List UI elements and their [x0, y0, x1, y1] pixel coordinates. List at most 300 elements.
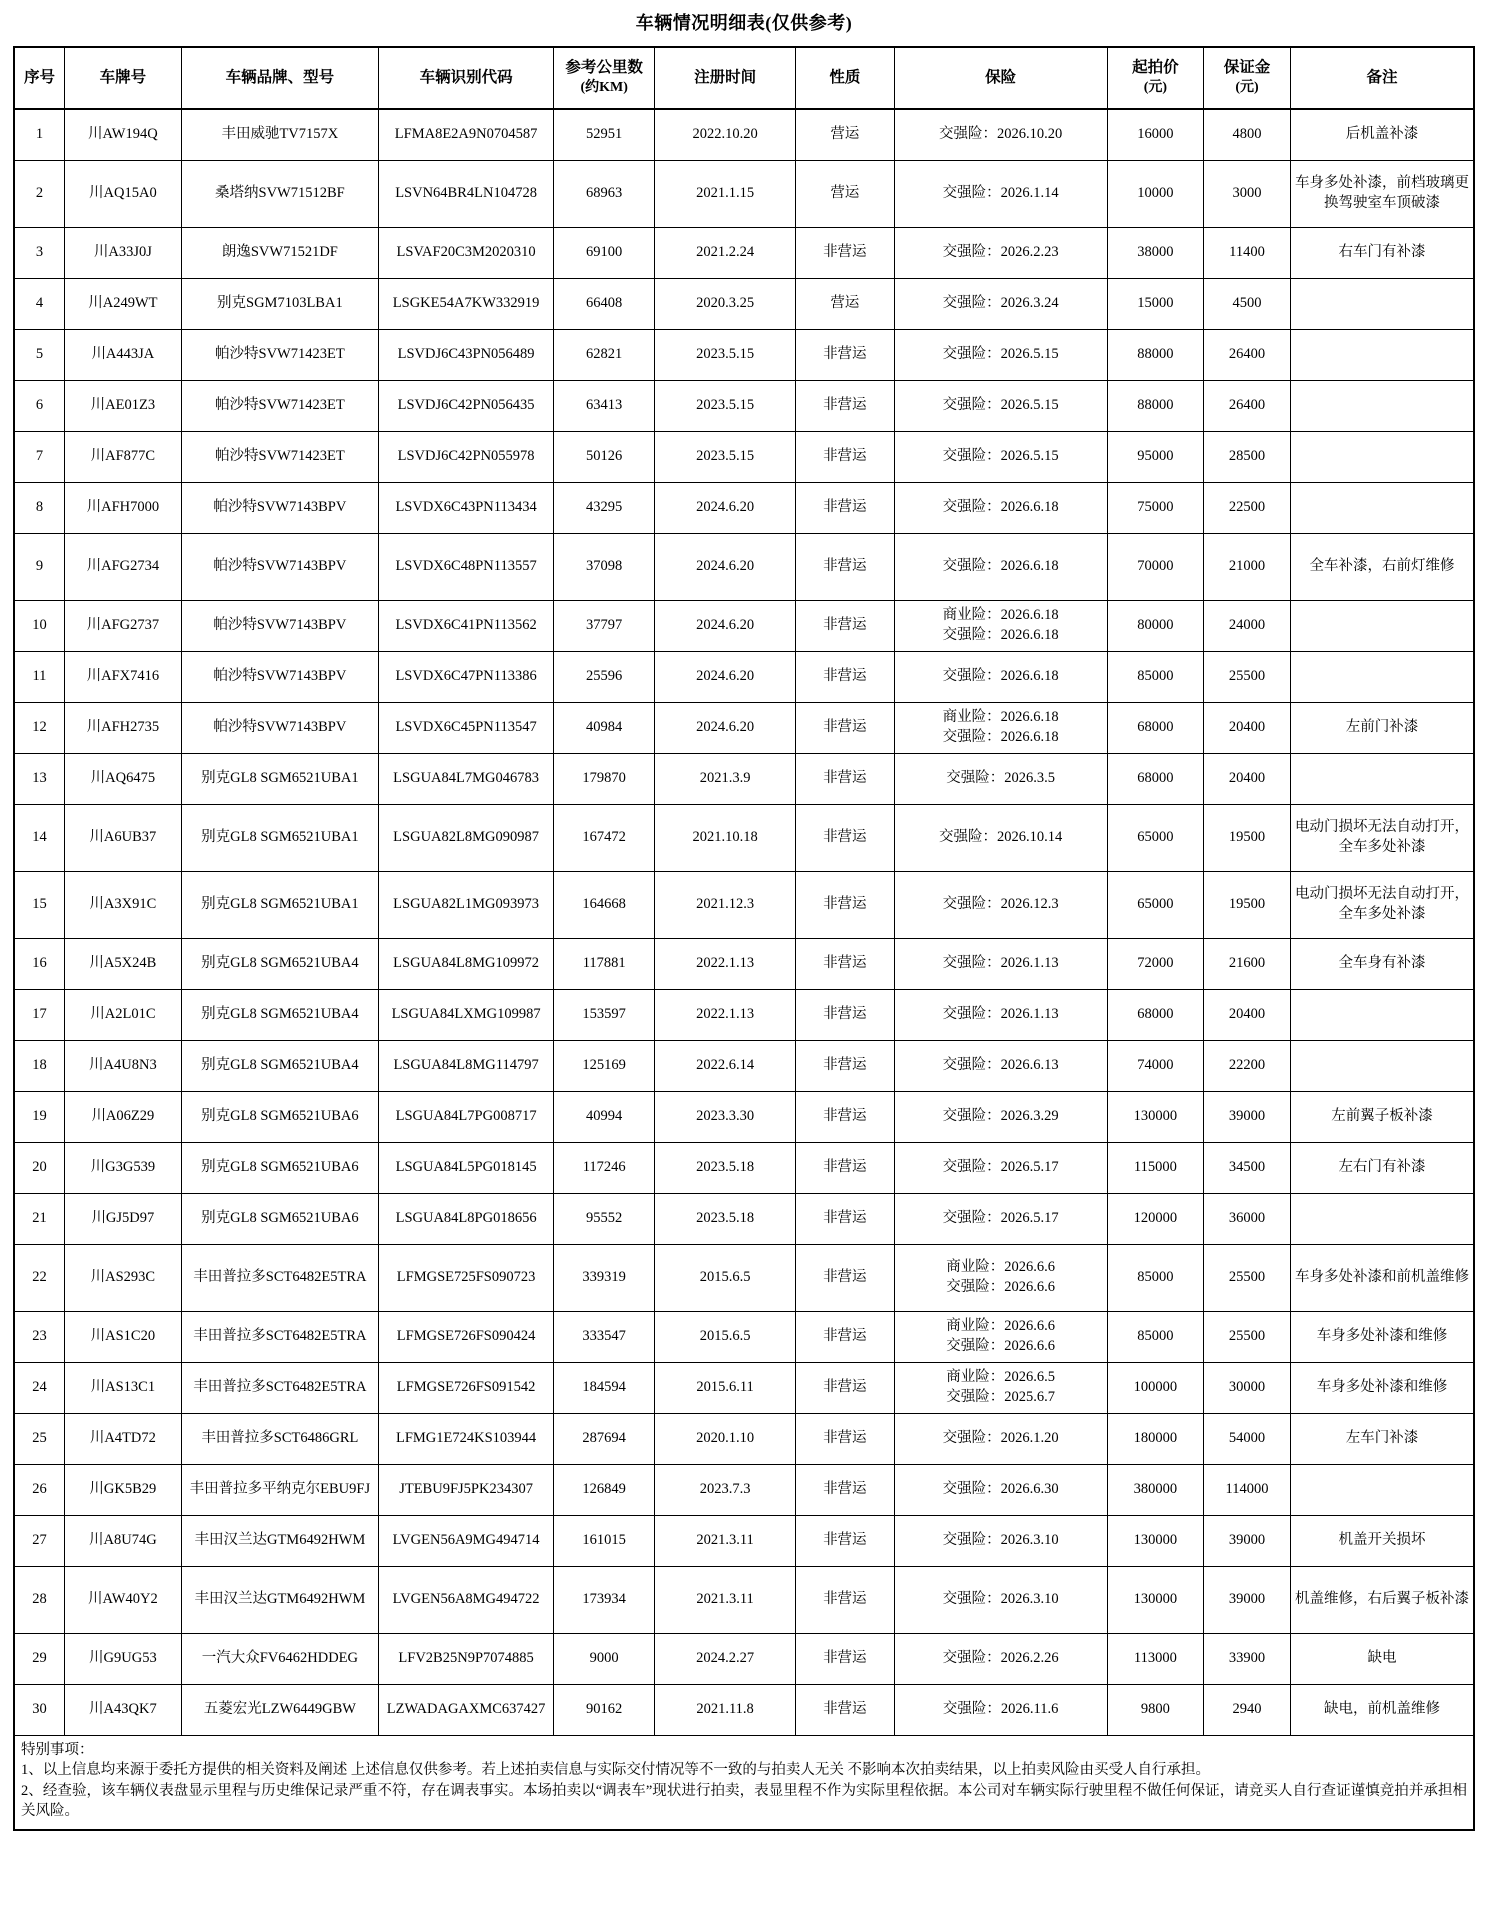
- cell-vin: LSVN64BR4LN104728: [378, 160, 553, 227]
- column-header-kilometers-main: 参考公里数: [565, 59, 643, 77]
- cell-plate-number: 川G3G539: [64, 1142, 181, 1193]
- cell-plate-number: 川AFG2734: [64, 533, 181, 600]
- cell-plate-number: 川A43QK7: [64, 1684, 181, 1735]
- cell-deposit: 21600: [1203, 938, 1290, 989]
- cell-deposit: 39000: [1203, 1566, 1290, 1633]
- cell-start-price: 113000: [1107, 1633, 1203, 1684]
- cell-register-date: 2024.6.20: [655, 600, 796, 651]
- insurance-line: 商业险：2026.6.6: [946, 1258, 1056, 1275]
- cell-vin: LSGUA84L8MG109972: [378, 938, 553, 989]
- cell-nature: 非营运: [796, 482, 895, 533]
- cell-plate-number: 川AFH7000: [64, 482, 181, 533]
- table-row: [14, 1244, 1474, 1311]
- cell-plate-number: 川A06Z29: [64, 1091, 181, 1142]
- cell-insurance: [894, 753, 1107, 804]
- cell-nature: 非营运: [796, 533, 895, 600]
- cell-remark: 车身多处补漆和维修: [1291, 1311, 1474, 1362]
- cell-brand-model: 别克GL8 SGM6521UBA1: [181, 804, 378, 871]
- table-row: [14, 160, 1474, 227]
- cell-plate-number: 川A2L01C: [64, 989, 181, 1040]
- cell-insurance: [894, 702, 1107, 753]
- cell-nature: 非营运: [796, 227, 895, 278]
- cell-insurance: [894, 109, 1107, 160]
- cell-seq: 14: [14, 804, 64, 871]
- cell-remark: [1291, 600, 1474, 651]
- cell-insurance: [894, 1464, 1107, 1515]
- table-row: [14, 1515, 1474, 1566]
- cell-brand-model: 别克GL8 SGM6521UBA4: [181, 1040, 378, 1091]
- cell-brand-model: 丰田汉兰达GTM6492HWM: [181, 1515, 378, 1566]
- cell-deposit: 54000: [1203, 1413, 1290, 1464]
- table-row: [14, 753, 1474, 804]
- cell-register-date: 2024.6.20: [655, 702, 796, 753]
- special-note-item: 2、经查验，该车辆仪表盘显示里程与历史维保记录严重不符，存在调表事实。本场拍卖以“调表车”现状进行拍卖，表显里程不作为实际里程依据。本公司对车辆实际行驶里程不做任何保证，请竞买人自行查证谨慎竞拍并承担相关风险。: [21, 1782, 1467, 1820]
- table-row: [14, 278, 1474, 329]
- cell-deposit: 34500: [1203, 1142, 1290, 1193]
- special-notes-title: 特别事项：: [21, 1741, 94, 1758]
- cell-vin: LSGUA84L7PG008717: [378, 1091, 553, 1142]
- cell-vin: LSVDX6C43PN113434: [378, 482, 553, 533]
- cell-seq: 17: [14, 989, 64, 1040]
- insurance-line: 交强险：2026.1.13: [942, 954, 1059, 971]
- cell-insurance: [894, 1244, 1107, 1311]
- cell-register-date: 2023.5.18: [655, 1142, 796, 1193]
- cell-nature: 非营运: [796, 380, 895, 431]
- cell-deposit: 19500: [1203, 804, 1290, 871]
- cell-seq: 24: [14, 1362, 64, 1413]
- cell-start-price: 85000: [1107, 651, 1203, 702]
- column-header-seq: 序号: [14, 47, 64, 109]
- table-row: [14, 871, 1474, 938]
- cell-kilometers: 125169: [554, 1040, 655, 1091]
- cell-register-date: 2021.1.15: [655, 160, 796, 227]
- cell-vin: LSVDJ6C42PN056435: [378, 380, 553, 431]
- cell-seq: 22: [14, 1244, 64, 1311]
- cell-remark: 机盖维修，右后翼子板补漆: [1291, 1566, 1474, 1633]
- cell-kilometers: 161015: [554, 1515, 655, 1566]
- cell-remark: 左前翼子板补漆: [1291, 1091, 1474, 1142]
- cell-remark: 车身多处补漆和维修: [1291, 1362, 1474, 1413]
- cell-plate-number: 川A4TD72: [64, 1413, 181, 1464]
- cell-seq: 3: [14, 227, 64, 278]
- cell-start-price: 380000: [1107, 1464, 1203, 1515]
- cell-deposit: 4800: [1203, 109, 1290, 160]
- cell-start-price: 74000: [1107, 1040, 1203, 1091]
- table-row: [14, 1464, 1474, 1515]
- cell-kilometers: 52951: [554, 109, 655, 160]
- cell-seq: 28: [14, 1566, 64, 1633]
- cell-vin: LSGUA84L5PG018145: [378, 1142, 553, 1193]
- cell-nature: 非营运: [796, 1515, 895, 1566]
- cell-nature: 非营运: [796, 1244, 895, 1311]
- cell-plate-number: 川AS293C: [64, 1244, 181, 1311]
- cell-kilometers: 117881: [554, 938, 655, 989]
- cell-remark: 电动门损坏无法自动打开，全车多处补漆: [1291, 871, 1474, 938]
- cell-nature: 非营运: [796, 1193, 895, 1244]
- cell-start-price: 70000: [1107, 533, 1203, 600]
- special-notes: [13, 1736, 1475, 1831]
- cell-kilometers: 50126: [554, 431, 655, 482]
- cell-vin: LSVDJ6C42PN055978: [378, 431, 553, 482]
- insurance-line: 交强险：2026.12.3: [942, 895, 1059, 912]
- table-row: [14, 989, 1474, 1040]
- cell-brand-model: 帕沙特SVW7143BPV: [181, 651, 378, 702]
- special-note-item: 1、以上信息均来源于委托方提供的相关资料及阐述 上述信息仅供参考。若上述拍卖信息与实际交付情况等不一致的与拍卖人无关 不影响本次拍卖结果，以上拍卖风险由买受人自行承担。: [21, 1762, 1210, 1779]
- cell-start-price: 68000: [1107, 753, 1203, 804]
- cell-kilometers: 117246: [554, 1142, 655, 1193]
- cell-nature: 非营运: [796, 804, 895, 871]
- cell-register-date: 2024.2.27: [655, 1633, 796, 1684]
- cell-vin: LSGUA84L8MG114797: [378, 1040, 553, 1091]
- cell-plate-number: 川AE01Z3: [64, 380, 181, 431]
- cell-insurance: [894, 600, 1107, 651]
- cell-plate-number: 川AFX7416: [64, 651, 181, 702]
- cell-start-price: 68000: [1107, 989, 1203, 1040]
- cell-insurance: [894, 989, 1107, 1040]
- cell-seq: 11: [14, 651, 64, 702]
- cell-brand-model: 丰田威驰TV7157X: [181, 109, 378, 160]
- cell-start-price: 85000: [1107, 1244, 1203, 1311]
- cell-kilometers: 37098: [554, 533, 655, 600]
- cell-brand-model: 别克GL8 SGM6521UBA6: [181, 1091, 378, 1142]
- cell-start-price: 38000: [1107, 227, 1203, 278]
- cell-insurance: [894, 1091, 1107, 1142]
- table-row: [14, 380, 1474, 431]
- column-header-model: 车辆品牌、型号: [181, 47, 378, 109]
- cell-deposit: 11400: [1203, 227, 1290, 278]
- cell-register-date: 2021.11.8: [655, 1684, 796, 1735]
- column-header-kilometers: [554, 47, 655, 109]
- cell-brand-model: 帕沙特SVW7143BPV: [181, 702, 378, 753]
- cell-seq: 5: [14, 329, 64, 380]
- cell-deposit: 33900: [1203, 1633, 1290, 1684]
- cell-kilometers: 66408: [554, 278, 655, 329]
- table-row: [14, 702, 1474, 753]
- cell-vin: LSVAF20C3M2020310: [378, 227, 553, 278]
- cell-vin: LSVDX6C48PN113557: [378, 533, 553, 600]
- cell-kilometers: 95552: [554, 1193, 655, 1244]
- cell-insurance: [894, 1515, 1107, 1566]
- cell-seq: 9: [14, 533, 64, 600]
- cell-brand-model: 别克GL8 SGM6521UBA4: [181, 938, 378, 989]
- cell-kilometers: 167472: [554, 804, 655, 871]
- cell-seq: 25: [14, 1413, 64, 1464]
- cell-nature: 非营运: [796, 702, 895, 753]
- cell-vin: LFV2B25N9P7074885: [378, 1633, 553, 1684]
- cell-register-date: 2022.1.13: [655, 989, 796, 1040]
- cell-kilometers: 9000: [554, 1633, 655, 1684]
- cell-brand-model: 帕沙特SVW71423ET: [181, 431, 378, 482]
- cell-remark: 车身多处补漆，前档玻璃更换驾驶室车顶破漆: [1291, 160, 1474, 227]
- cell-start-price: 115000: [1107, 1142, 1203, 1193]
- cell-deposit: 20400: [1203, 989, 1290, 1040]
- insurance-line: 交强险：2026.1.20: [942, 1429, 1059, 1446]
- cell-brand-model: 帕沙特SVW7143BPV: [181, 533, 378, 600]
- cell-nature: 非营运: [796, 938, 895, 989]
- insurance-line: 交强险：2026.3.29: [942, 1107, 1059, 1124]
- cell-brand-model: 帕沙特SVW71423ET: [181, 380, 378, 431]
- cell-register-date: 2015.6.5: [655, 1244, 796, 1311]
- cell-remark: [1291, 329, 1474, 380]
- cell-seq: 1: [14, 109, 64, 160]
- cell-brand-model: 丰田汉兰达GTM6492HWM: [181, 1566, 378, 1633]
- cell-kilometers: 179870: [554, 753, 655, 804]
- cell-vin: LSGUA84L8PG018656: [378, 1193, 553, 1244]
- cell-vin: LVGEN56A8MG494722: [378, 1566, 553, 1633]
- cell-brand-model: 别克GL8 SGM6521UBA1: [181, 753, 378, 804]
- cell-kilometers: 37797: [554, 600, 655, 651]
- cell-seq: 2: [14, 160, 64, 227]
- cell-start-price: 80000: [1107, 600, 1203, 651]
- cell-kilometers: 43295: [554, 482, 655, 533]
- cell-register-date: 2020.1.10: [655, 1413, 796, 1464]
- cell-plate-number: 川A8U74G: [64, 1515, 181, 1566]
- cell-register-date: 2021.10.18: [655, 804, 796, 871]
- cell-kilometers: 40984: [554, 702, 655, 753]
- table-row: [14, 804, 1474, 871]
- cell-insurance: [894, 329, 1107, 380]
- cell-seq: 30: [14, 1684, 64, 1735]
- cell-insurance: [894, 1413, 1107, 1464]
- cell-remark: 全车身有补漆: [1291, 938, 1474, 989]
- cell-deposit: 20400: [1203, 702, 1290, 753]
- cell-remark: 缺电: [1291, 1633, 1474, 1684]
- column-header-start-price-unit: (元): [1143, 80, 1168, 96]
- cell-insurance: [894, 651, 1107, 702]
- cell-plate-number: 川GK5B29: [64, 1464, 181, 1515]
- cell-insurance: [894, 533, 1107, 600]
- insurance-line: 交强险：2025.6.7: [946, 1388, 1056, 1405]
- cell-insurance: [894, 1193, 1107, 1244]
- cell-deposit: 22500: [1203, 482, 1290, 533]
- cell-seq: 4: [14, 278, 64, 329]
- cell-start-price: 130000: [1107, 1566, 1203, 1633]
- cell-nature: 营运: [796, 278, 895, 329]
- cell-start-price: 100000: [1107, 1362, 1203, 1413]
- cell-nature: 营运: [796, 109, 895, 160]
- cell-register-date: 2021.3.11: [655, 1515, 796, 1566]
- cell-plate-number: 川AFH2735: [64, 702, 181, 753]
- table-row: [14, 1633, 1474, 1684]
- insurance-line: 交强险：2026.3.5: [946, 769, 1056, 786]
- cell-vin: LFMGSE726FS091542: [378, 1362, 553, 1413]
- insurance-line: 交强险：2026.6.18: [942, 626, 1059, 643]
- cell-remark: [1291, 380, 1474, 431]
- cell-register-date: 2023.5.15: [655, 431, 796, 482]
- cell-nature: 非营运: [796, 1311, 895, 1362]
- cell-deposit: 22200: [1203, 1040, 1290, 1091]
- cell-insurance: [894, 380, 1107, 431]
- insurance-line: 交强险：2026.2.26: [942, 1649, 1059, 1666]
- cell-remark: [1291, 1193, 1474, 1244]
- cell-vin: LFMGSE725FS090723: [378, 1244, 553, 1311]
- cell-nature: 非营运: [796, 1684, 895, 1735]
- cell-start-price: 85000: [1107, 1311, 1203, 1362]
- cell-plate-number: 川AW40Y2: [64, 1566, 181, 1633]
- cell-plate-number: 川A443JA: [64, 329, 181, 380]
- table-row: [14, 600, 1474, 651]
- cell-brand-model: 帕沙特SVW7143BPV: [181, 600, 378, 651]
- cell-seq: 20: [14, 1142, 64, 1193]
- cell-deposit: 20400: [1203, 753, 1290, 804]
- cell-remark: [1291, 278, 1474, 329]
- cell-start-price: 88000: [1107, 380, 1203, 431]
- cell-remark: 右车门有补漆: [1291, 227, 1474, 278]
- cell-remark: [1291, 482, 1474, 533]
- cell-deposit: 114000: [1203, 1464, 1290, 1515]
- insurance-line: 交强险：2026.5.15: [942, 345, 1059, 362]
- cell-kilometers: 126849: [554, 1464, 655, 1515]
- cell-seq: 6: [14, 380, 64, 431]
- cell-insurance: [894, 160, 1107, 227]
- cell-seq: 27: [14, 1515, 64, 1566]
- cell-start-price: 120000: [1107, 1193, 1203, 1244]
- insurance-line: 交强险：2026.5.15: [942, 396, 1059, 413]
- cell-insurance: [894, 431, 1107, 482]
- cell-vin: JTEBU9FJ5PK234307: [378, 1464, 553, 1515]
- cell-seq: 8: [14, 482, 64, 533]
- cell-start-price: 16000: [1107, 109, 1203, 160]
- cell-deposit: 36000: [1203, 1193, 1290, 1244]
- insurance-line: 商业险：2026.6.18: [942, 708, 1059, 725]
- cell-deposit: 21000: [1203, 533, 1290, 600]
- table-row: [14, 431, 1474, 482]
- insurance-line: 交强险：2026.6.6: [946, 1337, 1056, 1354]
- column-header-plate: 车牌号: [64, 47, 181, 109]
- table-row: [14, 227, 1474, 278]
- insurance-line: 交强险：2026.5.17: [942, 1209, 1059, 1226]
- cell-kilometers: 333547: [554, 1311, 655, 1362]
- cell-plate-number: 川A4U8N3: [64, 1040, 181, 1091]
- cell-nature: 非营运: [796, 600, 895, 651]
- table-row: [14, 1142, 1474, 1193]
- cell-deposit: 24000: [1203, 600, 1290, 651]
- cell-brand-model: 丰田普拉多SCT6486GRL: [181, 1413, 378, 1464]
- insurance-line: 交强险：2026.6.18: [942, 667, 1059, 684]
- insurance-line: 交强险：2026.6.18: [942, 557, 1059, 574]
- cell-register-date: 2023.3.30: [655, 1091, 796, 1142]
- cell-register-date: 2024.6.20: [655, 533, 796, 600]
- table-row: [14, 651, 1474, 702]
- cell-insurance: [894, 227, 1107, 278]
- cell-nature: 非营运: [796, 989, 895, 1040]
- cell-remark: 左车门补漆: [1291, 1413, 1474, 1464]
- cell-seq: 16: [14, 938, 64, 989]
- column-header-kilometers-unit: (约KM): [580, 80, 628, 96]
- cell-remark: [1291, 989, 1474, 1040]
- cell-start-price: 130000: [1107, 1091, 1203, 1142]
- cell-start-price: 65000: [1107, 804, 1203, 871]
- cell-deposit: 2940: [1203, 1684, 1290, 1735]
- cell-remark: 电动门损坏无法自动打开，全车多处补漆: [1291, 804, 1474, 871]
- insurance-line: 交强险：2026.3.10: [942, 1590, 1059, 1607]
- cell-brand-model: 别克SGM7103LBA1: [181, 278, 378, 329]
- insurance-line: 交强险：2026.3.24: [942, 294, 1059, 311]
- cell-brand-model: 五菱宏光LZW6449GBW: [181, 1684, 378, 1735]
- cell-insurance: [894, 1040, 1107, 1091]
- cell-seq: 12: [14, 702, 64, 753]
- cell-register-date: 2023.7.3: [655, 1464, 796, 1515]
- table-row: [14, 1040, 1474, 1091]
- cell-kilometers: 339319: [554, 1244, 655, 1311]
- cell-remark: 车身多处补漆和前机盖维修: [1291, 1244, 1474, 1311]
- column-header-deposit-unit: (元): [1235, 80, 1259, 96]
- cell-insurance: [894, 1684, 1107, 1735]
- table-row: [14, 1091, 1474, 1142]
- insurance-line: 交强险：2026.5.15: [942, 447, 1059, 464]
- table-header-row: [14, 47, 1474, 109]
- cell-seq: 19: [14, 1091, 64, 1142]
- cell-start-price: 180000: [1107, 1413, 1203, 1464]
- table-row: [14, 1311, 1474, 1362]
- cell-insurance: [894, 938, 1107, 989]
- cell-plate-number: 川A3X91C: [64, 871, 181, 938]
- cell-insurance: [894, 1142, 1107, 1193]
- cell-seq: 15: [14, 871, 64, 938]
- cell-deposit: 28500: [1203, 431, 1290, 482]
- cell-insurance: [894, 1311, 1107, 1362]
- cell-deposit: 26400: [1203, 380, 1290, 431]
- cell-brand-model: 别克GL8 SGM6521UBA4: [181, 989, 378, 1040]
- insurance-line: 交强险：2026.6.30: [942, 1480, 1059, 1497]
- cell-plate-number: 川AS1C20: [64, 1311, 181, 1362]
- column-header-register-date: 注册时间: [655, 47, 796, 109]
- table-row: [14, 533, 1474, 600]
- cell-plate-number: 川AW194Q: [64, 109, 181, 160]
- vehicle-table: [13, 46, 1475, 1736]
- table-row: [14, 1566, 1474, 1633]
- cell-seq: 26: [14, 1464, 64, 1515]
- cell-deposit: 30000: [1203, 1362, 1290, 1413]
- cell-plate-number: 川AF877C: [64, 431, 181, 482]
- cell-nature: 非营运: [796, 1091, 895, 1142]
- cell-register-date: 2021.3.9: [655, 753, 796, 804]
- cell-register-date: 2021.12.3: [655, 871, 796, 938]
- cell-deposit: 25500: [1203, 651, 1290, 702]
- cell-insurance: [894, 871, 1107, 938]
- cell-start-price: 130000: [1107, 1515, 1203, 1566]
- column-header-insurance: 保险: [894, 47, 1107, 109]
- cell-kilometers: 90162: [554, 1684, 655, 1735]
- cell-seq: 10: [14, 600, 64, 651]
- cell-deposit: 39000: [1203, 1091, 1290, 1142]
- insurance-line: 交强险：2026.6.13: [942, 1056, 1059, 1073]
- cell-deposit: 25500: [1203, 1244, 1290, 1311]
- cell-nature: 非营运: [796, 753, 895, 804]
- cell-start-price: 75000: [1107, 482, 1203, 533]
- cell-brand-model: 别克GL8 SGM6521UBA6: [181, 1142, 378, 1193]
- cell-nature: 非营运: [796, 1464, 895, 1515]
- cell-nature: 非营运: [796, 1040, 895, 1091]
- cell-remark: 全车补漆，右前灯维修: [1291, 533, 1474, 600]
- cell-plate-number: 川A6UB37: [64, 804, 181, 871]
- cell-start-price: 9800: [1107, 1684, 1203, 1735]
- cell-brand-model: 别克GL8 SGM6521UBA1: [181, 871, 378, 938]
- cell-deposit: 19500: [1203, 871, 1290, 938]
- cell-register-date: 2015.6.5: [655, 1311, 796, 1362]
- insurance-line: 交强险：2026.5.17: [942, 1158, 1059, 1175]
- page-title: 车辆情况明细表(仅供参考): [635, 13, 853, 33]
- cell-brand-model: 帕沙特SVW71423ET: [181, 329, 378, 380]
- cell-insurance: [894, 1362, 1107, 1413]
- cell-start-price: 65000: [1107, 871, 1203, 938]
- cell-register-date: 2021.2.24: [655, 227, 796, 278]
- insurance-line: 商业险：2026.6.5: [946, 1368, 1056, 1385]
- cell-vin: LSGUA84L7MG046783: [378, 753, 553, 804]
- column-header-remark: 备注: [1291, 47, 1474, 109]
- cell-brand-model: 丰田普拉多平纳克尔EBU9FJ: [181, 1464, 378, 1515]
- cell-remark: 左前门补漆: [1291, 702, 1474, 753]
